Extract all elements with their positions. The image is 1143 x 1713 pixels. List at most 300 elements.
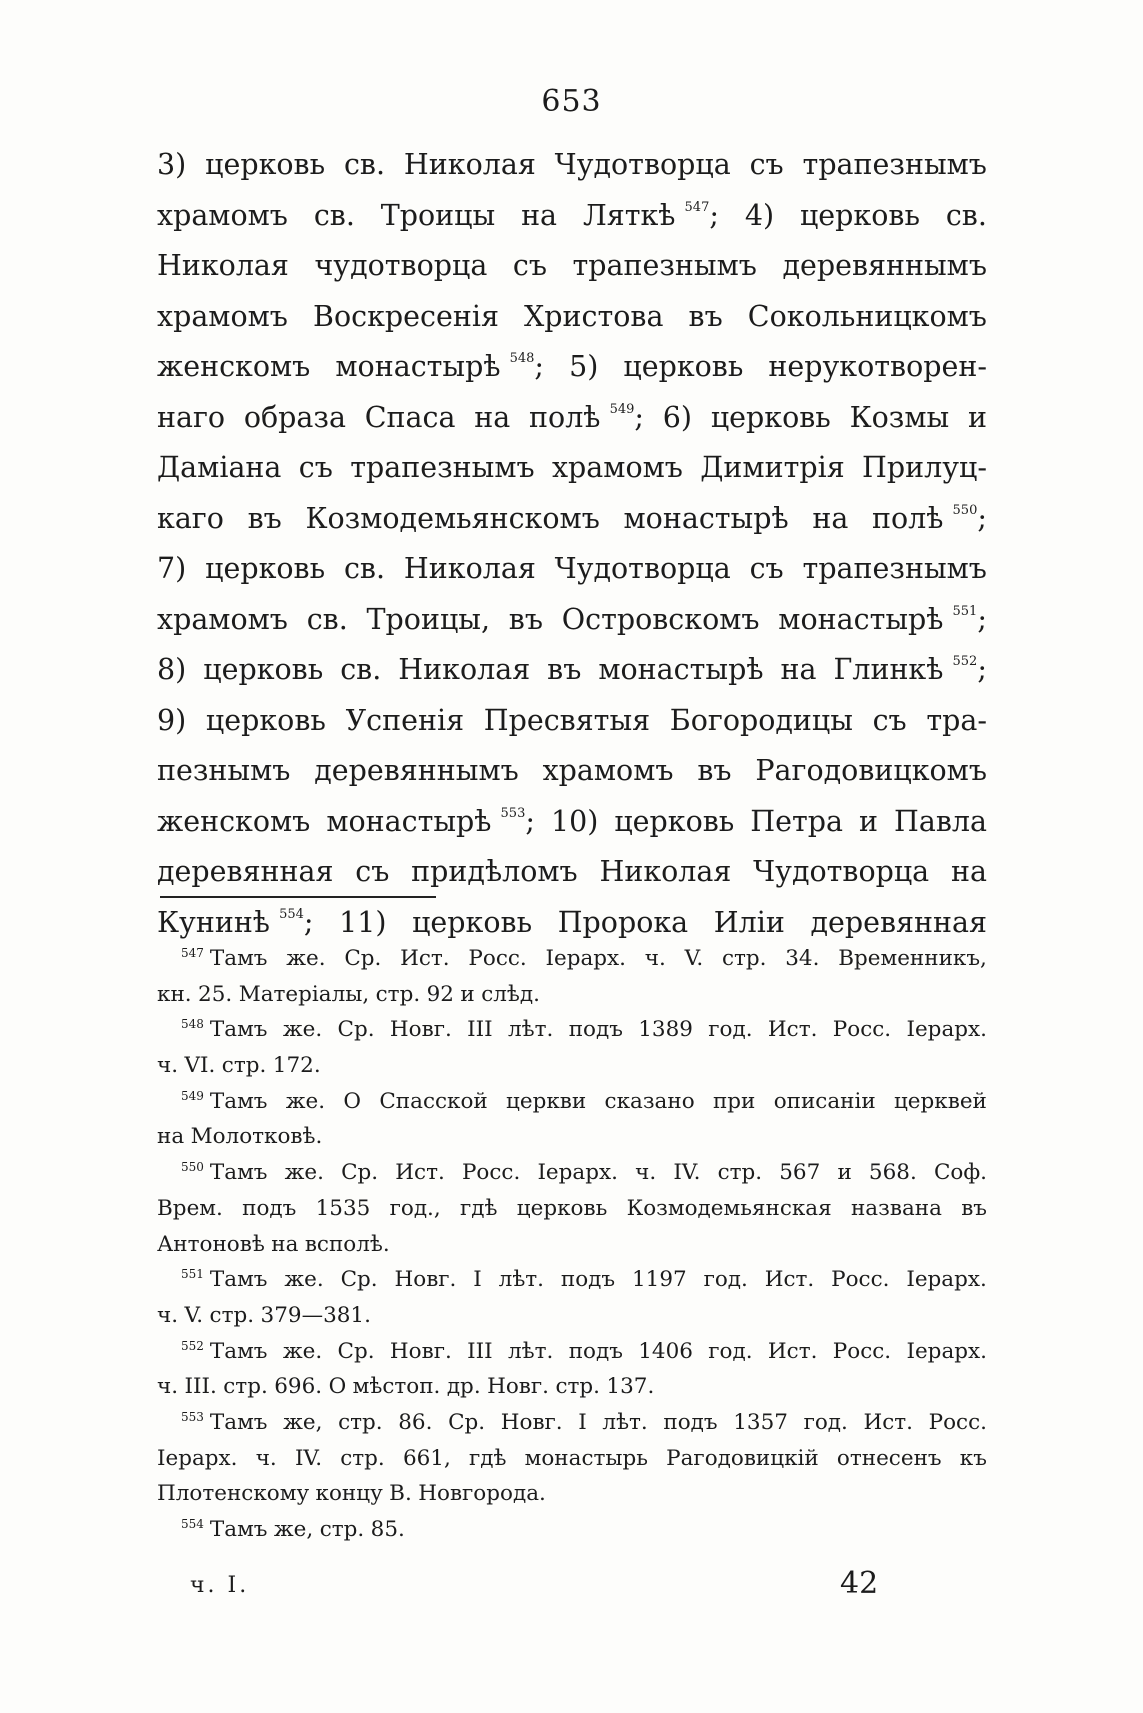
word: Іерарх. xyxy=(157,1445,238,1471)
footnote-line xyxy=(157,1227,987,1263)
word: 1535 xyxy=(315,1195,371,1221)
word: нерукотворен- xyxy=(768,350,987,383)
footnote-line xyxy=(157,1191,987,1227)
footnote-reference: 548 xyxy=(509,351,535,366)
footnote-number: 551 xyxy=(181,1267,204,1282)
word: стр. xyxy=(221,1053,267,1079)
footnote-number: 554 xyxy=(181,1517,204,1531)
word: Росс. xyxy=(832,1338,892,1364)
text-line xyxy=(157,746,987,797)
footnote-first-line xyxy=(157,1334,987,1370)
word: же. xyxy=(284,1267,324,1293)
word: 7) xyxy=(157,552,187,585)
word: 1197 xyxy=(631,1267,687,1293)
word: Новг. xyxy=(389,1338,452,1364)
word: съ xyxy=(512,249,547,282)
word: Ср. xyxy=(341,1160,379,1186)
word: Козмодемьянскомъ xyxy=(305,501,600,535)
word: церковь xyxy=(205,148,326,181)
word: Ист. xyxy=(400,946,450,971)
word: Димитрія xyxy=(700,451,845,484)
word-with-reference xyxy=(872,494,987,545)
word: лѣт. xyxy=(507,1338,554,1364)
word: на xyxy=(812,501,849,535)
word: храмомъ xyxy=(542,754,674,787)
word: 568. xyxy=(868,1160,917,1186)
footnote-first-line xyxy=(157,1155,987,1191)
word: III xyxy=(467,1338,493,1364)
text-line xyxy=(157,140,987,191)
word: Ср. xyxy=(344,946,382,971)
word: церковь xyxy=(710,400,831,434)
word: 1406 xyxy=(638,1338,693,1364)
word: св. xyxy=(343,552,386,585)
word: въ xyxy=(961,1195,987,1221)
word: Воскресенія xyxy=(313,299,499,333)
footnote-number-group xyxy=(181,1084,267,1120)
text-line xyxy=(157,595,987,646)
word: Молотковѣ. xyxy=(190,1124,323,1150)
text-line xyxy=(157,393,987,444)
word: 6) xyxy=(662,400,693,434)
text-line xyxy=(157,797,987,848)
word: Ист. xyxy=(764,1267,815,1293)
word: съ xyxy=(298,451,333,484)
word: ; xyxy=(534,350,545,383)
word: стр. xyxy=(338,1409,383,1435)
word: Новг. xyxy=(394,1267,457,1293)
footnote-reference: 552 xyxy=(952,654,978,669)
word: Николая xyxy=(599,855,732,888)
word: монастырѣ xyxy=(623,501,789,535)
footnote-first-line xyxy=(157,1512,987,1548)
word: лѣт. xyxy=(507,1017,554,1043)
word: церковь xyxy=(412,905,533,939)
word-with-reference xyxy=(529,393,644,444)
word: церковь xyxy=(516,1195,608,1221)
word: 4) xyxy=(744,198,775,232)
word: Росс. xyxy=(832,1017,892,1043)
footnote-number-group xyxy=(181,1262,267,1298)
footnote-line xyxy=(157,1119,987,1155)
word: придѣломъ xyxy=(411,855,578,888)
word: 172. xyxy=(272,1053,321,1079)
word: 1389 xyxy=(638,1017,693,1043)
word: ч. xyxy=(644,946,666,971)
footnote-line xyxy=(157,1441,987,1477)
word: Рагодовицкомъ xyxy=(755,754,987,787)
word: Троицы, xyxy=(366,602,491,636)
word: къ xyxy=(959,1445,987,1471)
word: образа xyxy=(243,400,346,434)
word: монастырѣ xyxy=(335,350,510,383)
printer-signature: ч. I. xyxy=(190,1573,250,1598)
word: ; xyxy=(977,653,987,686)
word: трапезнымъ xyxy=(802,552,987,585)
word: монастырь xyxy=(524,1445,648,1471)
word: Павла xyxy=(894,804,987,838)
text-line xyxy=(157,191,987,242)
word: св. xyxy=(313,198,355,232)
word: Росс. xyxy=(928,1409,987,1435)
footnote-number: 549 xyxy=(181,1088,204,1103)
word: мѣстоп. xyxy=(352,1374,441,1400)
word: I xyxy=(473,1267,482,1293)
footnote-number-group xyxy=(181,1334,267,1370)
word: год. xyxy=(703,1267,748,1293)
word: Тамъ xyxy=(209,1088,268,1114)
word: ; xyxy=(303,905,314,939)
word: Ист. xyxy=(395,1160,445,1186)
word: III. xyxy=(184,1374,217,1400)
word: на xyxy=(474,400,511,434)
word: Сокольницкомъ xyxy=(747,299,987,333)
word: трапезнымъ xyxy=(350,451,535,484)
word: подъ xyxy=(560,1267,616,1293)
word: Николая xyxy=(403,148,536,181)
word: Богородицы xyxy=(669,703,853,737)
word: церквей xyxy=(893,1088,987,1114)
word: 85. xyxy=(370,1517,405,1542)
word: деревянная xyxy=(810,905,987,939)
text-line xyxy=(157,696,987,747)
word: монастырѣ xyxy=(598,653,764,686)
word: Росс. xyxy=(461,1160,521,1186)
word: Успенія xyxy=(345,703,465,737)
word: ч. xyxy=(635,1160,657,1186)
word: на xyxy=(271,1231,299,1257)
word: ч. xyxy=(157,1053,179,1079)
word: и xyxy=(968,400,987,434)
footnote-number-group xyxy=(181,1155,267,1191)
word: св. xyxy=(343,148,386,181)
word: 567 xyxy=(779,1160,821,1186)
word: же. xyxy=(285,1088,326,1114)
word: 34. xyxy=(785,946,820,971)
footnote-first-line xyxy=(157,1084,987,1120)
word: въ xyxy=(688,299,723,333)
word: трапезнымъ xyxy=(572,249,757,282)
word: Тамъ xyxy=(209,1160,268,1186)
text-line xyxy=(157,443,987,494)
word: деревяннымъ xyxy=(314,754,519,787)
word: кн. xyxy=(157,981,192,1007)
word: чудотворца xyxy=(314,249,488,282)
word: съ xyxy=(749,552,784,585)
text-line xyxy=(157,494,987,545)
word: Ляткѣ xyxy=(582,198,685,232)
word: В. xyxy=(389,1481,412,1507)
word: женскомъ xyxy=(157,350,311,383)
word: Троицы xyxy=(380,198,496,232)
word: V. xyxy=(184,1302,204,1328)
footnote-reference: 553 xyxy=(500,805,526,821)
footnote-first-line xyxy=(157,1012,987,1048)
text-line xyxy=(157,292,987,343)
word: Козмодемьянская xyxy=(626,1195,832,1221)
word: на xyxy=(950,855,987,888)
word: Ср. xyxy=(448,1409,486,1435)
word: 86. xyxy=(398,1409,433,1435)
word: подъ xyxy=(568,1017,623,1043)
word: Ср. xyxy=(340,1267,378,1293)
word: монастырѣ xyxy=(778,602,953,636)
word: Росс. xyxy=(468,946,527,971)
main-text xyxy=(157,140,987,948)
footnote-reference: 551 xyxy=(952,603,978,619)
word: подъ xyxy=(242,1195,297,1221)
word-with-reference xyxy=(326,797,535,848)
word: стр. xyxy=(319,1517,365,1542)
footnote-line xyxy=(157,1298,987,1334)
word: храмомъ xyxy=(157,602,288,636)
footnote-number: 550 xyxy=(181,1160,204,1175)
word: въ xyxy=(247,501,282,535)
word: VI. xyxy=(184,1053,216,1079)
word: Росс. xyxy=(831,1267,890,1293)
word: Новгорода. xyxy=(418,1481,546,1507)
word: IV. xyxy=(673,1160,701,1186)
word: церковь xyxy=(203,653,324,686)
word: Николая xyxy=(398,653,531,686)
word: Іерарх. xyxy=(906,1338,987,1364)
word: и xyxy=(460,981,475,1007)
word: церковь xyxy=(623,350,744,383)
word: описаніи xyxy=(773,1088,876,1114)
word: Тамъ xyxy=(209,1338,268,1364)
word: стр. xyxy=(223,1374,268,1400)
footnote-line xyxy=(157,977,987,1013)
word: 9) xyxy=(157,703,187,737)
word: на xyxy=(521,198,558,232)
word: Кунинѣ xyxy=(157,905,280,939)
word: женскомъ xyxy=(157,804,311,838)
word: Новг. xyxy=(487,1374,549,1400)
word: Тамъ xyxy=(209,1409,268,1435)
word: при xyxy=(712,1088,756,1114)
footnote-number: 547 xyxy=(181,946,204,960)
word: Плотенскому xyxy=(157,1481,310,1507)
word: св. xyxy=(945,198,987,232)
word: год. xyxy=(708,1338,753,1364)
word: год., xyxy=(389,1195,441,1221)
word: въ xyxy=(697,754,732,787)
word: Иліи xyxy=(713,905,785,939)
word: монастырѣ xyxy=(326,804,501,838)
word: 8) xyxy=(157,653,187,686)
page-number: 653 xyxy=(541,84,602,119)
sheet-number: 42 xyxy=(840,1566,879,1601)
word: церкви xyxy=(506,1088,587,1114)
word: Матеріалы, xyxy=(238,981,370,1007)
word: Тамъ xyxy=(209,1017,268,1043)
word: стр. xyxy=(209,1302,255,1328)
word: Ист. xyxy=(767,1338,818,1364)
word: 137. xyxy=(606,1374,655,1400)
word: О xyxy=(343,1088,362,1114)
footnote-number: 553 xyxy=(181,1409,204,1424)
word: подъ xyxy=(568,1338,623,1364)
word: Даміана xyxy=(157,451,282,484)
word: полѣ xyxy=(872,501,953,535)
word: I xyxy=(578,1409,587,1435)
word: сказано xyxy=(604,1088,695,1114)
text-line xyxy=(157,544,987,595)
word: Новг. xyxy=(389,1017,452,1043)
word-with-reference xyxy=(335,342,544,393)
word: Николая xyxy=(403,552,536,585)
word: полѣ xyxy=(529,400,610,434)
word: св. xyxy=(306,602,348,636)
word: Ср. xyxy=(337,1338,375,1364)
word: всполѣ. xyxy=(304,1231,390,1257)
word: трапезнымъ xyxy=(802,148,987,181)
word: Ср. xyxy=(337,1017,375,1043)
word: Прилуц- xyxy=(862,451,987,484)
word: 92 xyxy=(426,981,454,1007)
word: V. xyxy=(684,946,704,971)
footnotes xyxy=(157,941,987,1548)
word: Іерарх. xyxy=(906,1267,987,1293)
word: храмомъ xyxy=(157,299,288,333)
word: Николая xyxy=(157,249,289,282)
word: III xyxy=(467,1017,493,1043)
word: О xyxy=(328,1374,347,1400)
word: Антоновѣ xyxy=(157,1231,265,1257)
word: IV. xyxy=(294,1445,323,1471)
text-line xyxy=(157,645,987,696)
word: концу xyxy=(315,1481,383,1507)
footnote-line xyxy=(157,1048,987,1084)
word: съ xyxy=(355,855,390,888)
word: Новг. xyxy=(500,1409,563,1435)
footnote-line xyxy=(157,1369,987,1405)
word-with-reference xyxy=(583,191,719,242)
word: съ xyxy=(749,148,784,181)
text-line xyxy=(157,847,987,898)
word: же. xyxy=(286,946,326,971)
word: Чудотворца xyxy=(554,552,731,585)
word: Тамъ xyxy=(209,946,268,971)
word: Іерарх. xyxy=(545,946,627,971)
word: Спаса xyxy=(364,400,456,434)
word-with-reference xyxy=(833,645,986,696)
word: и xyxy=(837,1160,852,1186)
word: наго xyxy=(157,400,226,434)
word: Ист. xyxy=(863,1409,913,1435)
word: и xyxy=(859,804,879,838)
word: ; xyxy=(977,501,987,535)
word: Рагодовицкій xyxy=(666,1445,819,1471)
word: же, xyxy=(283,1409,323,1435)
word: Тамъ xyxy=(209,1267,268,1293)
word: стр. xyxy=(555,1374,600,1400)
word: пезнымъ xyxy=(157,754,291,787)
word: 661, xyxy=(402,1445,451,1471)
word: Петра xyxy=(750,804,844,838)
footnote-line xyxy=(157,1476,987,1512)
footnote-reference: 549 xyxy=(609,401,635,417)
word: храмомъ xyxy=(551,451,683,484)
word: ч. xyxy=(157,1374,179,1400)
word: отнесенъ xyxy=(836,1445,942,1471)
word: же, xyxy=(273,1517,314,1542)
word: 3) xyxy=(157,148,187,181)
word: Спасской xyxy=(379,1088,488,1114)
word: Пресвятыя xyxy=(483,703,651,737)
word: слѣд. xyxy=(481,981,540,1007)
word: ; xyxy=(709,198,719,232)
word: церковь xyxy=(799,198,920,232)
word: год. xyxy=(708,1017,753,1043)
footnote-reference: 554 xyxy=(279,906,304,922)
word: 11) xyxy=(339,905,387,939)
word: церковь xyxy=(205,552,326,585)
word: Островскомъ xyxy=(561,602,760,636)
word: ч. xyxy=(255,1445,277,1471)
word: ; xyxy=(525,804,535,838)
text-line xyxy=(157,342,987,393)
word: тра- xyxy=(926,703,987,737)
word: подъ xyxy=(663,1409,718,1435)
word: Христова xyxy=(524,299,664,333)
footnote-separator xyxy=(160,896,436,898)
word-with-reference xyxy=(778,595,987,646)
word: же. xyxy=(282,1017,323,1043)
word: Глинкѣ xyxy=(833,653,953,686)
word: же. xyxy=(282,1338,323,1364)
footnote-number-group xyxy=(181,1405,267,1441)
word: стр. xyxy=(375,981,421,1007)
footnote-number-group xyxy=(181,1012,267,1048)
word: ; xyxy=(977,602,987,636)
text-line xyxy=(157,241,987,292)
word: др. xyxy=(446,1374,481,1400)
word: Соф. xyxy=(933,1160,987,1186)
word: лѣт. xyxy=(498,1267,545,1293)
word: Іерарх. xyxy=(906,1017,987,1043)
footnote-first-line xyxy=(157,1262,987,1298)
footnote-first-line xyxy=(157,1405,987,1441)
word: съ xyxy=(872,703,907,737)
footnote-reference: 550 xyxy=(952,502,978,518)
word: церковь xyxy=(614,804,735,838)
word: гдѣ xyxy=(468,1445,507,1471)
word: въ xyxy=(547,653,582,686)
footnote-number: 548 xyxy=(181,1017,204,1032)
word: 5) xyxy=(569,350,599,383)
word: названа xyxy=(850,1195,942,1221)
footnote-first-line xyxy=(157,941,987,977)
word: 10) xyxy=(550,804,599,838)
word: Пророка xyxy=(557,905,689,939)
word: гдѣ xyxy=(460,1195,498,1221)
word: на xyxy=(157,1124,185,1150)
word: Чудотворца xyxy=(554,148,731,181)
footnote-number: 552 xyxy=(181,1338,204,1353)
word: деревяннымъ xyxy=(782,249,987,282)
word: Ист. xyxy=(767,1017,818,1043)
word: каго xyxy=(157,501,224,535)
word: церковь xyxy=(205,703,326,737)
word: Врем. xyxy=(157,1195,223,1221)
word: св. xyxy=(340,653,382,686)
word: 696. xyxy=(274,1374,323,1400)
word: Іерарх. xyxy=(537,1160,618,1186)
word: ч. xyxy=(157,1302,179,1328)
word: Временникъ, xyxy=(838,946,987,971)
word: въ xyxy=(508,602,543,636)
